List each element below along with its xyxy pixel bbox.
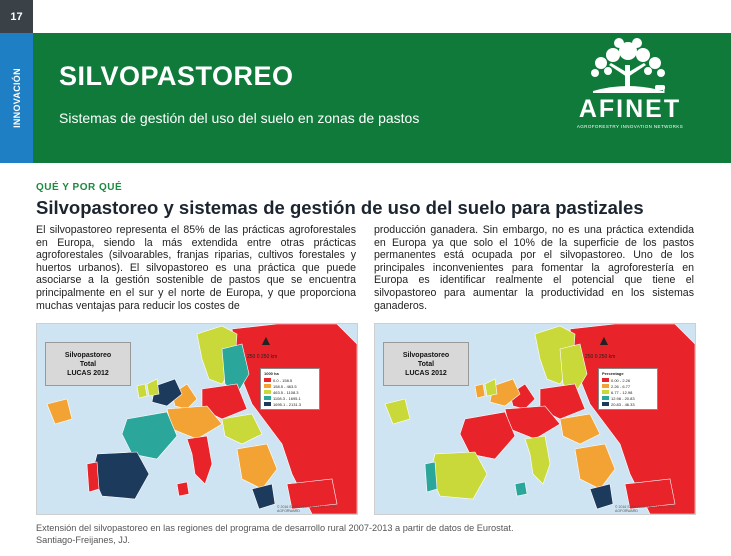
legend-item: 20.83 - 46.33 — [602, 401, 654, 407]
logo-wordmark: AFINET — [578, 95, 682, 123]
map-legend: 1000 ha 0.0 - 158.5 158.5 - 463.5 463.5 - 1108.3 1108.3 - 1695.1 1695.1 - 2131.3 — [260, 368, 320, 410]
legend-item: 12.98 - 20.83 — [602, 395, 654, 401]
north-arrow-icon: ▲ — [259, 332, 273, 348]
map-percentage — [374, 323, 696, 515]
section-tab — [0, 33, 33, 163]
legend-item: 2.26 - 6.77 — [602, 383, 654, 389]
map-credit: © 2016 SANTIAGO-FREIJANES, J.M.; AGFORWARD — [277, 505, 338, 513]
body-text-left: El silvopastoreo representa el 85% de las prácticas agroforestales en Europa, siendo la más extendida entre otras prácticas agroforestales (silvoarables, franjas riparias, cultivos forestales y huertos urbanos). El silvopastoreo es una práctica que puede asociarse a la gestión sostenible de pastos que se encuentra principalmente en el sur y el norte de Europa, y que proporciona muchas ventajas para reducir los costes de — [36, 224, 356, 312]
section-kicker: QUÉ Y POR QUÉ — [36, 182, 123, 193]
legend-item: 1108.3 - 1695.1 — [264, 395, 316, 401]
section-title: Silvopastoreo y sistemas de gestión de uso del suelo para pastizales — [36, 197, 644, 218]
legend-item: 463.5 - 1108.3 — [264, 389, 316, 395]
header-banner — [33, 33, 731, 163]
legend-item: 0.0 - 158.5 — [264, 377, 316, 383]
legend-item: 6.77 - 12.98 — [602, 389, 654, 395]
map-label-box: Silvopastoreo Total LUCAS 2012 — [383, 342, 469, 386]
page-title: SILVOPASTOREO — [59, 61, 294, 91]
figure-caption: Extensión del silvopastoreo en las regiones del programa de desarrollo rural 2007-2013 a partir de datos de Eurostat. Santiago-Freijanes, JJ. — [36, 523, 514, 545]
map-total-area — [36, 323, 358, 515]
map-scale: 250 0 250 km — [247, 354, 278, 360]
legend-item: 0.00 - 2.26 — [602, 377, 654, 383]
page-subtitle: Sistemas de gestión del uso del suelo en zonas de pastos — [59, 110, 420, 126]
map-label-box: Silvopastoreo Total LUCAS 2012 — [45, 342, 131, 386]
section-tab-label: INNOVACIÓN — [11, 68, 22, 128]
body-text-right: producción ganadera. Sin embargo, no es una práctica extendida en Europa ya que solo el 10% de la superficie de los pastos permanentes está ocupada por el silvopastoreo. Uno de los principales inconvenientes para fomentar la agroforestería en Europa es identificar realmente el potencial que tiene el silvopastoreo para aumentar la productividad en los sistemas ganaderos. — [374, 224, 694, 312]
map-scale: 250 0 250 km — [585, 354, 616, 360]
page-number: 17 — [0, 0, 33, 33]
map-credit: © 2016 SANTIAGO-FREIJANES, J.M.; AGFORWARD — [615, 505, 676, 513]
legend-item: 1695.1 - 2131.3 — [264, 401, 316, 407]
logo-tagline: AGROFORESTRY INNOVATION NETWORKS — [576, 124, 684, 129]
north-arrow-icon: ▲ — [597, 332, 611, 348]
legend-item: 158.5 - 463.5 — [264, 383, 316, 389]
map-legend: Percentage 0.00 - 2.26 2.26 - 6.77 6.77 - 12.98 12.98 - 20.83 20.83 - 46.33 — [598, 368, 658, 410]
